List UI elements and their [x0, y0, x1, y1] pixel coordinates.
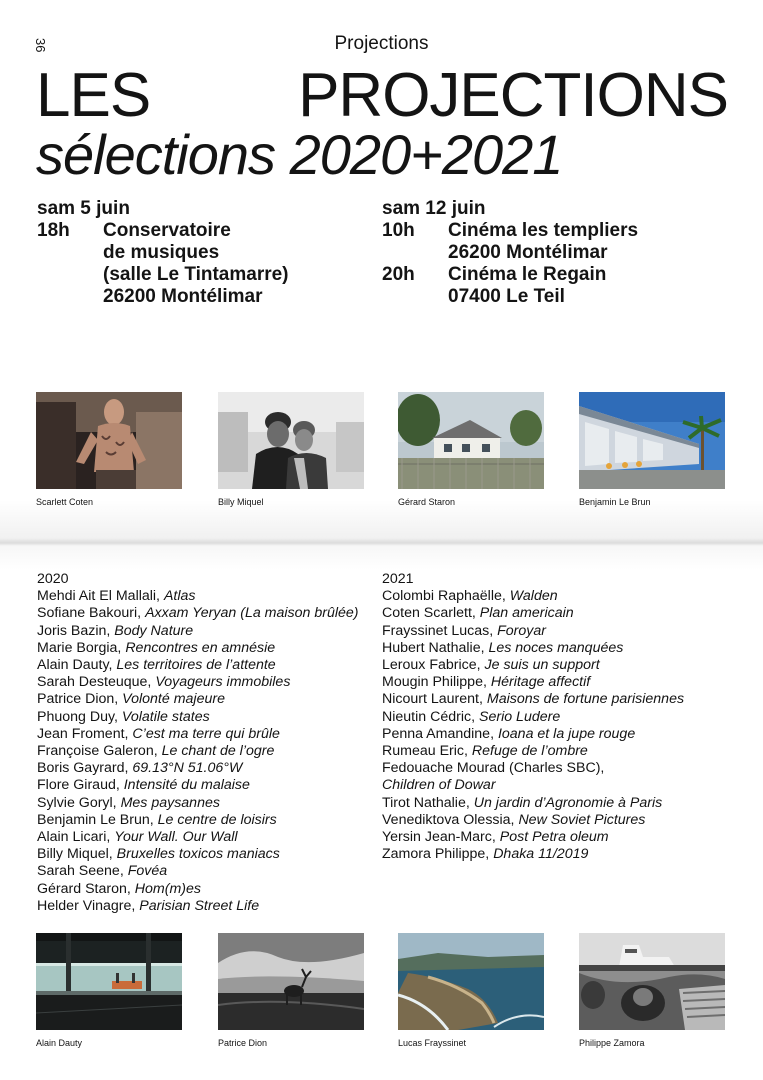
photo-caption: Patrice Dion [218, 1038, 268, 1048]
selection-entry [37, 709, 359, 726]
photo-lucas-frayssinet [398, 933, 544, 1030]
schedule-entry [37, 220, 289, 308]
photo-caption: Gérard Staron [398, 497, 456, 507]
selection-entry [37, 846, 359, 863]
entry-title: Ioana et la jupe rouge [497, 725, 636, 742]
entry-author: Mougin Philippe, [382, 674, 491, 691]
schedule-time: 20h [382, 264, 415, 285]
selection-entry [382, 777, 684, 794]
venue-line: de musiques [103, 242, 220, 263]
schedule-entry [382, 264, 638, 308]
couple-portrait-image [218, 392, 364, 489]
entry-title: Le chant de l’ogre [161, 743, 275, 760]
entry-title: Walden [509, 588, 558, 605]
entry-author: Patrice Dion, [37, 691, 123, 708]
entry-author: Jean Froment, [37, 725, 133, 742]
schedule-day-1 [37, 198, 289, 308]
entry-title: Rencontres en amnésie [125, 639, 276, 656]
selection-2020-list [37, 588, 359, 915]
entry-author: Sylvie Goryl, [37, 794, 121, 811]
building-palm-image [579, 392, 725, 489]
selection-entry [37, 657, 359, 674]
page-number: 36 [33, 38, 48, 53]
entry-author: Alain Licari, [37, 829, 115, 846]
entry-title: Body Nature [114, 622, 194, 639]
entry-title: Serio Ludere [479, 708, 561, 725]
reindeer-landscape-image [218, 933, 364, 1030]
entry-author: Benjamin Le Brun, [37, 811, 158, 828]
selection-entry [382, 795, 684, 812]
selection-entry [382, 846, 684, 863]
photo-caption: Philippe Zamora [579, 1038, 645, 1048]
photo-caption: Billy Miquel [218, 497, 264, 507]
photo-caption: Lucas Frayssinet [398, 1038, 467, 1048]
selection-entry [37, 674, 359, 691]
entry-author: Frayssinet Lucas, [382, 622, 498, 639]
photo-caption: Alain Dauty [36, 1038, 83, 1048]
selection-entry [382, 674, 684, 691]
selection-entry [382, 657, 684, 674]
entry-author: Tirot Nathalie, [382, 794, 474, 811]
entry-title: Fovéa [127, 863, 168, 880]
entry-title: Your Wall. Our Wall [114, 829, 238, 846]
photo-philippe-zamora [579, 933, 725, 1030]
entry-author: Colombi Raphaëlle, [382, 588, 510, 605]
selection-entry [382, 829, 684, 846]
entry-author: Venediktova Olessia, [382, 811, 519, 828]
selection-entry [37, 726, 359, 743]
entry-title: Axxam Yeryan (La maison brûlée) [145, 605, 359, 622]
venue-line: (salle Le Tintamarre) [103, 264, 289, 285]
house-image [398, 392, 544, 489]
entry-title: Le centre de loisirs [157, 811, 277, 828]
photo-patrice-dion [218, 933, 364, 1030]
entry-title: Les territoires de l’attente [116, 657, 276, 674]
selection-entry [37, 588, 359, 605]
schedule-venue [103, 220, 289, 308]
photo-alain-dauty [36, 933, 182, 1030]
entry-title: Foroyar [497, 622, 547, 639]
entry-title: C’est ma terre qui brûle [132, 725, 280, 742]
selection-entry [382, 709, 684, 726]
section-label: Projections [334, 33, 429, 54]
photo-benjamin-le-brun [579, 392, 725, 489]
entry-title: Héritage affectif [490, 674, 591, 691]
selection-entry [382, 743, 684, 760]
entry-title: Mes paysannes [120, 794, 220, 811]
selection-entry [382, 812, 684, 829]
selection-year: 2020 [37, 571, 69, 587]
entry-author: Sofiane Bakouri, [37, 605, 146, 622]
entry-title: New Soviet Pictures [518, 811, 646, 828]
entry-title: Atlas [163, 588, 196, 605]
venue-line: 26200 Montélimar [103, 286, 263, 307]
entry-title: Un jardin d’Agronomie à Paris [473, 794, 663, 811]
entry-title: Volonté majeure [122, 691, 225, 708]
entry-title: Plan americain [479, 605, 574, 622]
schedule-time: 10h [382, 220, 415, 241]
entry-author: Penna Amandine, [382, 725, 498, 742]
selection-entry [382, 623, 684, 640]
schedule-time: 18h [37, 220, 70, 241]
entry-author: Leroux Fabrice, [382, 657, 485, 674]
selection-entry [37, 623, 359, 640]
entry-title: Dhaka 11/2019 [493, 846, 589, 863]
selection-entry [37, 691, 359, 708]
selection-entry [382, 691, 684, 708]
selection-entry [37, 760, 359, 777]
selection-entry [37, 605, 359, 622]
entry-title: Children of Dowar [382, 777, 496, 794]
selection-2021-list [382, 588, 684, 863]
entry-author: Phuong Duy, [37, 708, 122, 725]
selection-entry [382, 588, 684, 605]
entry-author: Helder Vinagre, [37, 897, 140, 914]
waiting-hall-image [36, 933, 182, 1030]
entry-title: Les noces manquées [488, 639, 624, 656]
venue-line: Cinéma le Regain [448, 264, 607, 285]
selection-entry [37, 743, 359, 760]
entry-title: 69.13°N 51.06°W [132, 760, 243, 777]
selection-entry [382, 605, 684, 622]
entry-author: Boris Gayrard, [37, 760, 133, 777]
photo-caption: Benjamin Le Brun [579, 497, 651, 507]
entry-title: Intensité du malaise [123, 777, 250, 794]
entry-title: Parisian Street Life [139, 897, 260, 914]
portrait-car-image [36, 392, 182, 489]
selection-entry [37, 881, 359, 898]
venue-line: Conservatoire [103, 220, 231, 241]
entry-author: Gérard Staron, [37, 880, 135, 897]
entry-author: Flore Giraud, [37, 777, 124, 794]
entry-author: Mehdi Ait El Mallali, [37, 588, 164, 605]
entry-author: Nieutin Cédric, [382, 708, 479, 725]
entry-title: Refuge de l’ombre [471, 743, 588, 760]
selection-entry [37, 795, 359, 812]
entry-title: Je suis un support [484, 657, 600, 674]
venue-line: 26200 Montélimar [448, 242, 608, 263]
entry-author: Coten Scarlett, [382, 605, 480, 622]
venue-line: Cinéma les templiers [448, 220, 639, 241]
schedule-entry [382, 220, 638, 264]
entry-author: Joris Bazin, [37, 622, 115, 639]
selection-year: 2021 [382, 571, 414, 587]
selection-entry [37, 640, 359, 657]
photo-caption: Scarlett Coten [36, 497, 94, 507]
title-les: LES [36, 61, 151, 130]
selection-entry [37, 812, 359, 829]
schedule-day-2 [382, 198, 638, 308]
selection-entry [382, 726, 684, 743]
selection-entry [37, 829, 359, 846]
entry-title: Voyageurs immobiles [155, 674, 291, 691]
photo-gerard-staron [398, 392, 544, 489]
entry-title: Maisons de fortune parisiennes [486, 691, 685, 708]
entry-author: Fedouache Mourad (Charles SBC), [382, 760, 605, 777]
entry-author: Sarah Desteuque, [37, 674, 156, 691]
selection-entry [37, 898, 359, 915]
schedule-venue [448, 264, 606, 308]
selection-entry [37, 777, 359, 794]
schedule-venue [448, 220, 638, 264]
page-subtitle: sélections 2020+2021 [36, 123, 563, 186]
venue-line: 07400 Le Teil [448, 286, 565, 307]
entry-author: Hubert Nathalie, [382, 639, 489, 656]
entry-author: Alain Dauty, [37, 657, 117, 674]
entry-title: Volatile states [121, 708, 210, 725]
selection-2021 [382, 571, 684, 863]
photo-scarlett-coten [36, 392, 182, 489]
entry-author: Rumeau Eric, [382, 743, 472, 760]
selection-2020 [37, 571, 359, 915]
selection-entry [382, 760, 684, 777]
crowd-boat-image [579, 933, 725, 1030]
entry-title: Bruxelles toxicos maniacs [116, 846, 280, 863]
selection-entry [382, 640, 684, 657]
entry-author: Billy Miquel, [37, 846, 117, 863]
title-projections: PROJECTIONS [298, 61, 728, 130]
entry-author: Marie Borgia, [37, 639, 126, 656]
entry-author: Sarah Seene, [37, 863, 128, 880]
cliffs-sea-image [398, 933, 544, 1030]
photo-billy-miquel [218, 392, 364, 489]
entry-title: Hom(m)es [134, 880, 202, 897]
entry-title: Post Petra oleum [499, 829, 609, 846]
entry-author: Zamora Philippe, [382, 846, 494, 863]
schedule-date: sam 5 juin [37, 198, 130, 219]
entry-author: Nicourt Laurent, [382, 691, 487, 708]
entry-author: Yersin Jean-Marc, [382, 829, 500, 846]
schedule-date: sam 12 juin [382, 198, 486, 219]
selection-entry [37, 863, 359, 880]
entry-author: Françoise Galeron, [37, 743, 162, 760]
